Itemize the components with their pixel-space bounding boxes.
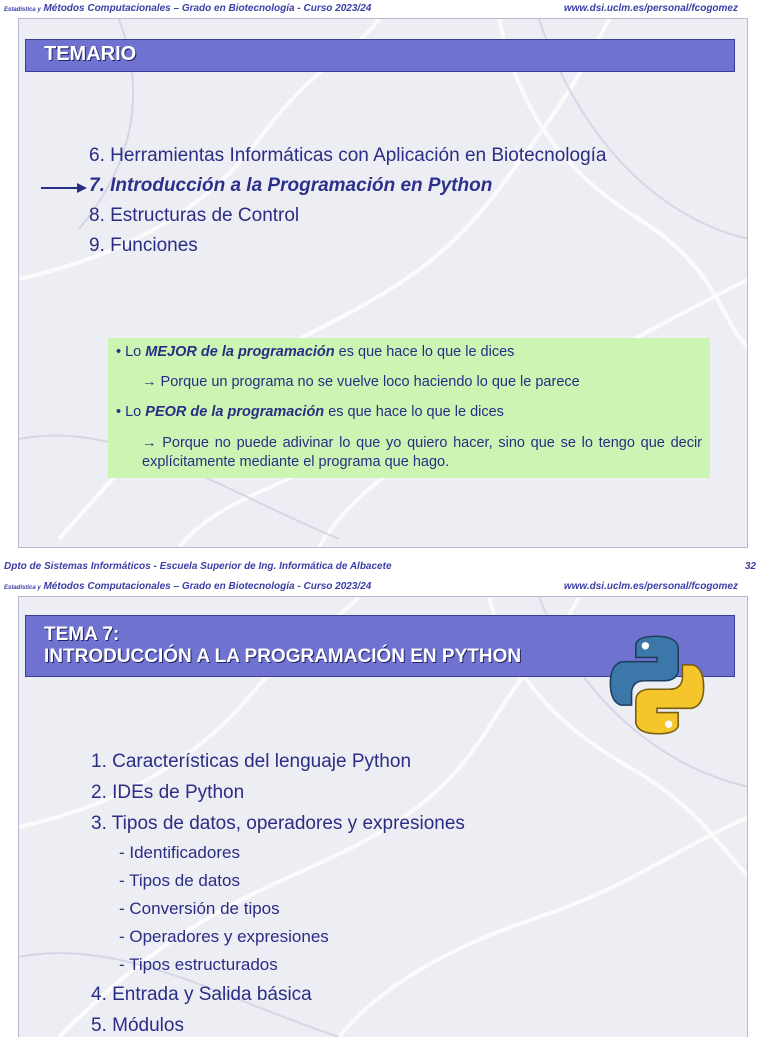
title-line-2: INTRODUCCIÓN A LA PROGRAMACIÓN EN PYTHON — [44, 646, 522, 667]
header-course: Estadística y Métodos Computacionales – Grado en Biotecnología - Curso 2023/24 — [4, 581, 372, 592]
title-line-1: TEMA 7: — [44, 624, 120, 645]
list-item: 3. Tipos de datos, operadores y expresiones — [91, 813, 465, 834]
page-title: TEMARIO — [25, 39, 735, 72]
list-item: 1. Características del lenguaje Python — [91, 751, 412, 772]
list-item: 8. Estructuras de Control — [89, 205, 300, 226]
list-subitem: - Tipos de datos — [119, 871, 240, 890]
slide-frame — [18, 18, 748, 548]
note-sub-best: → Porque un programa no se vuelve loco haciendo lo que le parece — [142, 374, 580, 390]
list-item: 5. Módulos — [91, 1015, 184, 1036]
list-item-current: 7. Introducción a la Programación en Python — [89, 175, 493, 196]
header-website[interactable]: www.dsi.uclm.es/personal/fcogomez — [563, 581, 738, 592]
page-number: 32 — [744, 561, 756, 572]
quote-box — [108, 338, 710, 478]
list-subitem: - Tipos estructurados — [119, 955, 278, 974]
note-bullet-best: • Lo MEJOR de la programación es que hace lo que le dices — [116, 344, 515, 360]
list-item: 6. Herramientas Informáticas con Aplicación en Biotecnología — [89, 145, 607, 166]
note-bullet-worst: • Lo PEOR de la programación es que hace lo que le dices — [116, 404, 504, 420]
note-sub-worst: → Porque no puede adivinar lo que yo quiero hacer, sino que se lo tengo que decir explícitamente mediante el programa que hago. — [142, 435, 702, 470]
slide-tema7 — [0, 578, 768, 1036]
list-item: 9. Funciones — [89, 235, 198, 256]
python-logo-icon — [604, 632, 710, 738]
topic-list — [91, 746, 465, 1037]
header-website[interactable]: www.dsi.uclm.es/personal/fcogomez — [563, 3, 738, 14]
header-course: Estadística y Métodos Computacionales – Grado en Biotecnología - Curso 2023/24 — [4, 3, 372, 14]
footer-department: Dpto de Sistemas Informáticos - Escuela Superior de Ing. Informática de Albacete — [4, 561, 392, 572]
list-subitem: - Identificadores — [119, 843, 240, 862]
list-subitem: - Conversión de tipos — [119, 899, 280, 918]
arrow-right-icon — [41, 182, 87, 194]
list-item: 4. Entrada y Salida básica — [91, 984, 312, 1005]
list-item: 2. IDEs de Python — [91, 782, 245, 803]
list-subitem: - Operadores y expresiones — [119, 927, 329, 946]
syllabus-list — [89, 141, 607, 261]
